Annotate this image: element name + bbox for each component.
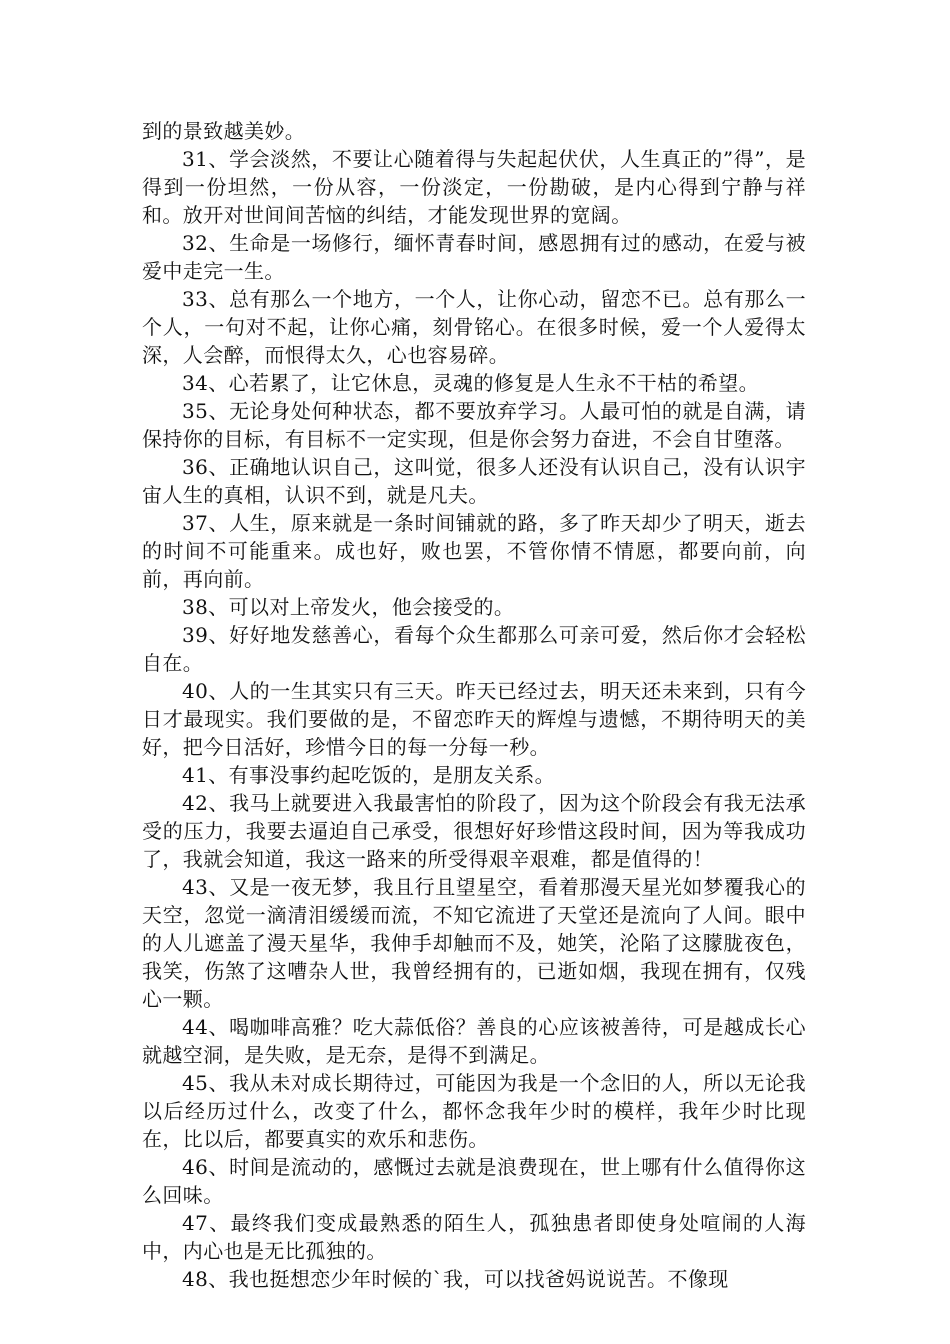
paragraph-43: 43、又是一夜无梦，我且行且望星空，看着那漫天星光如梦覆我心的天空，忽觉一滴清泪缓缓而流，不知它流进了天堂还是流向了人间。眼中的人儿遮盖了漫天星华，我伸手却触而不及，她笑，沦陷了这朦胧夜色，我笑，伤煞了这嘈杂人世，我曾经拥有的，已逝如烟，我现在拥有，仅残心一颗。 (142, 875, 806, 1011)
paragraph-42: 42、我马上就要进入我最害怕的阶段了，因为这个阶段会有我无法承受的压力，我要去逼迫自己承受，很想好好珍惜这段时间，因为等我成功了，我就会知道，我这一路来的所受得艰辛艰难，都是值得的！ (142, 791, 806, 871)
paragraph-40: 40、人的一生其实只有三天。昨天已经过去，明天还未来到，只有今日才最现实。我们要做的是，不留恋昨天的辉煌与遗憾，不期待明天的美好，把今日活好，珍惜今日的每一分每一秒。 (142, 679, 806, 759)
paragraph-33: 33、总有那么一个地方，一个人，让你心动，留恋不已。总有那么一个人，一句对不起，让你心痛，刻骨铭心。在很多时候，爱一个人爱得太深，人会醉，而恨得太久，心也容易碎。 (142, 287, 806, 367)
paragraph-47: 47、最终我们变成最熟悉的陌生人，孤独患者即使身处喧闹的人海中，内心也是无比孤独的。 (142, 1211, 806, 1263)
paragraph-continued: 到的景致越美妙。 (142, 119, 306, 143)
document-body (142, 117, 806, 1293)
paragraph-45: 45、我从未对成长期待过，可能因为我是一个念旧的人，所以无论我以后经历过什么，改变了什么，都怀念我年少时的模样，我年少时比现在，比以后，都要真实的欢乐和悲伤。 (142, 1071, 806, 1151)
paragraph-39: 39、好好地发慈善心，看每个众生都那么可亲可爱，然后你才会轻松自在。 (142, 623, 806, 675)
paragraph-48: 48、我也挺想恋少年时候的`我，可以找爸妈说说苦。不像现 (182, 1267, 729, 1291)
paragraph-34: 34、心若累了，让它休息，灵魂的修复是人生永不干枯的希望。 (182, 371, 760, 395)
paragraph-38: 38、可以对上帝发火，他会接受的。 (182, 595, 515, 619)
paragraph-41: 41、有事没事约起吃饭的，是朋友关系。 (182, 763, 556, 787)
paragraph-37: 37、人生，原来就是一条时间铺就的路，多了昨天却少了明天，逝去的时间不可能重来。成也好，败也罢，不管你情不情愿，都要向前，向前，再向前。 (142, 511, 806, 591)
paragraph-32: 32、生命是一场修行，缅怀青春时间，感恩拥有过的感动，在爱与被爱中走完一生。 (142, 231, 806, 283)
paragraph-35: 35、无论身处何种状态，都不要放弃学习。人最可怕的就是自满，请保持你的目标，有目标不一定实现，但是你会努力奋进，不会自甘堕落。 (142, 399, 806, 451)
paragraph-36: 36、正确地认识自己，这叫觉，很多人还没有认识自己，没有认识宇宙人生的真相，认识不到，就是凡夫。 (142, 455, 806, 507)
paragraph-46: 46、时间是流动的，感慨过去就是浪费现在，世上哪有什么值得你这么回味。 (142, 1155, 806, 1207)
paragraph-44: 44、喝咖啡高雅？吃大蒜低俗？善良的心应该被善待，可是越成长心就越空洞，是失败，是无奈，是得不到满足。 (142, 1015, 806, 1067)
paragraph-31: 31、学会淡然，不要让心随着得与失起起伏伏，人生真正的”得”，是得到一份坦然，一份从容，一份淡定，一份勘破，是内心得到宁静与祥和。放开对世间间苦恼的纠结，才能发现世界的宽阔。 (142, 147, 806, 227)
